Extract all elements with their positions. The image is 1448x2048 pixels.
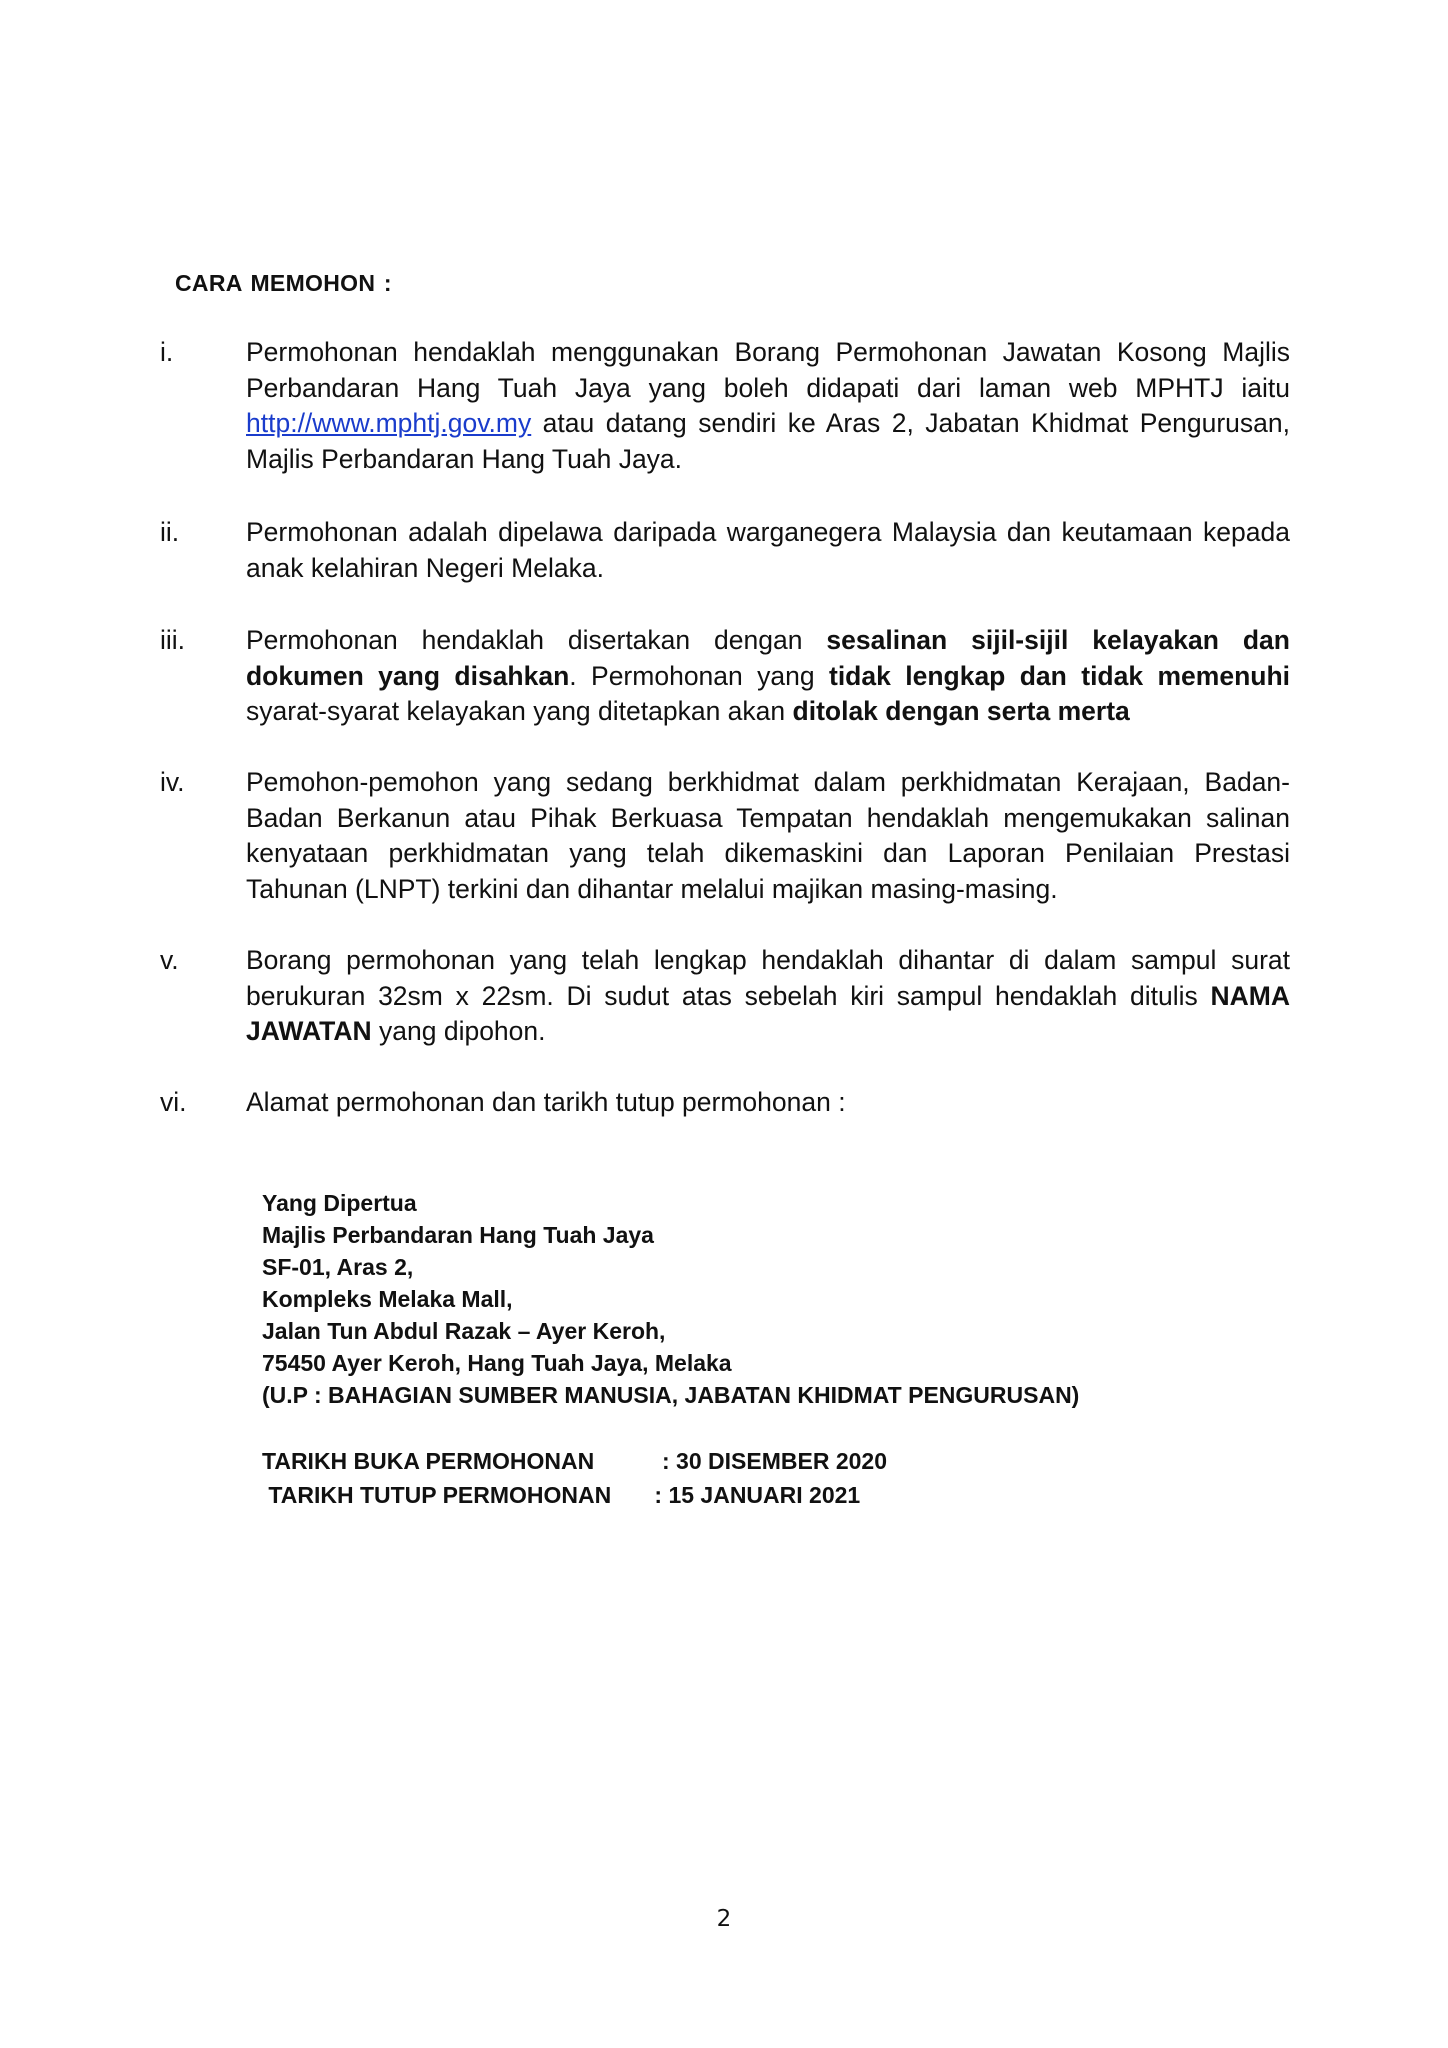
text-run: yang dipohon.: [371, 1016, 546, 1046]
text-run: atau datang sendiri ke Aras 2, Jabatan Khidmat Pengurusan, Majlis Perbandaran Hang Tuah Jaya.: [246, 408, 1290, 474]
open-date-value: : 30 DISEMBER 2020: [662, 1448, 887, 1474]
address-line: SF-01, Aras 2,: [262, 1254, 414, 1280]
application-dates: [262, 1444, 887, 1512]
emphasis-text: NAMA JAWATAN: [246, 980, 1290, 1046]
text-run: Permohonan hendaklah menggunakan Borang Permohonan Jawatan Kosong Majlis Perbandaran Hang Tuah Jaya yang boleh didapati dari laman web MPHTJ iaitu: [246, 337, 1290, 403]
website-link[interactable]: http://www.mphtj.gov.my: [246, 408, 532, 438]
text-run: syarat-syarat kelayakan yang ditetapkan akan: [246, 696, 793, 726]
text-run: Pemohon-pemohon yang sedang berkhidmat dalam perkhidmatan Kerajaan, Badan-Badan Berkanun atau Pihak Berkuasa Tempatan hendaklah mengemukakan salinan kenyataan perkhidmatan yang telah dikemaskini dan Laporan Penilaian Prestasi Tahunan (LNPT) terkini dan dihantar melalui majikan masing-masing.: [246, 767, 1290, 904]
list-item: [160, 623, 1290, 730]
close-date-label: TARIKH TUTUP PERMOHONAN: [268, 1482, 612, 1508]
close-date-value: : 15 JANUARI 2021: [654, 1482, 861, 1508]
list-item-text: [246, 943, 1290, 1050]
close-date-row: [262, 1478, 887, 1512]
text-run: Borang permohonan yang telah lengkap hendaklah dihantar di dalam sampul surat berukuran 32sm x 22sm. Di sudut atas sebelah kiri sampul hendaklah ditulis: [246, 945, 1290, 1011]
emphasis-text: sesalinan sijil-sijil kelayakan dan dokumen yang disahkan: [246, 625, 1290, 691]
list-item: [160, 943, 1290, 1050]
list-item-text: [246, 623, 1290, 730]
text-run: Alamat permohonan dan tarikh tutup permohonan :: [246, 1087, 846, 1117]
list-item-text: [246, 335, 1290, 477]
address-line: Majlis Perbandaran Hang Tuah Jaya: [262, 1222, 654, 1248]
list-item-text: [246, 515, 1290, 586]
list-item-marker: ii.: [160, 517, 180, 547]
list-item-text: [246, 765, 1290, 907]
address-line: Yang Dipertua: [262, 1190, 417, 1216]
open-date-row: [262, 1444, 887, 1478]
list-item: [160, 515, 1290, 586]
text-run: Permohonan hendaklah disertakan dengan: [246, 625, 827, 655]
address-line: (U.P : BAHAGIAN SUMBER MANUSIA, JABATAN KHIDMAT PENGURUSAN): [262, 1382, 1080, 1408]
address-line: Kompleks Melaka Mall,: [262, 1286, 513, 1312]
emphasis-text: tidak lengkap dan tidak memenuhi: [829, 660, 1290, 691]
open-date-label: TARIKH BUKA PERMOHONAN: [262, 1448, 595, 1474]
list-item: [160, 335, 1290, 477]
address-line: 75450 Ayer Keroh, Hang Tuah Jaya, Melaka: [262, 1350, 732, 1376]
emphasis-text: ditolak dengan serta merta: [792, 696, 1130, 726]
text-run: . Permohonan yang: [569, 660, 829, 691]
list-item-marker: iv.: [160, 767, 185, 797]
page-number: 2: [716, 1906, 732, 1932]
list-item-text: [246, 1085, 1290, 1121]
list-item-marker: v.: [160, 945, 179, 975]
text-run: Permohonan adalah dipelawa daripada warganegera Malaysia dan keutamaan kepada anak kelahiran Negeri Melaka.: [246, 517, 1290, 583]
list-item-marker: iii.: [160, 625, 186, 655]
application-address: [262, 1187, 1079, 1411]
list-item-marker: vi.: [160, 1087, 187, 1117]
section-heading: CARA MEMOHON :: [175, 270, 392, 296]
list-item: [160, 1085, 1290, 1121]
list-item-marker: i.: [160, 337, 174, 367]
address-line: Jalan Tun Abdul Razak – Ayer Keroh,: [262, 1318, 666, 1344]
list-item: [160, 765, 1290, 907]
